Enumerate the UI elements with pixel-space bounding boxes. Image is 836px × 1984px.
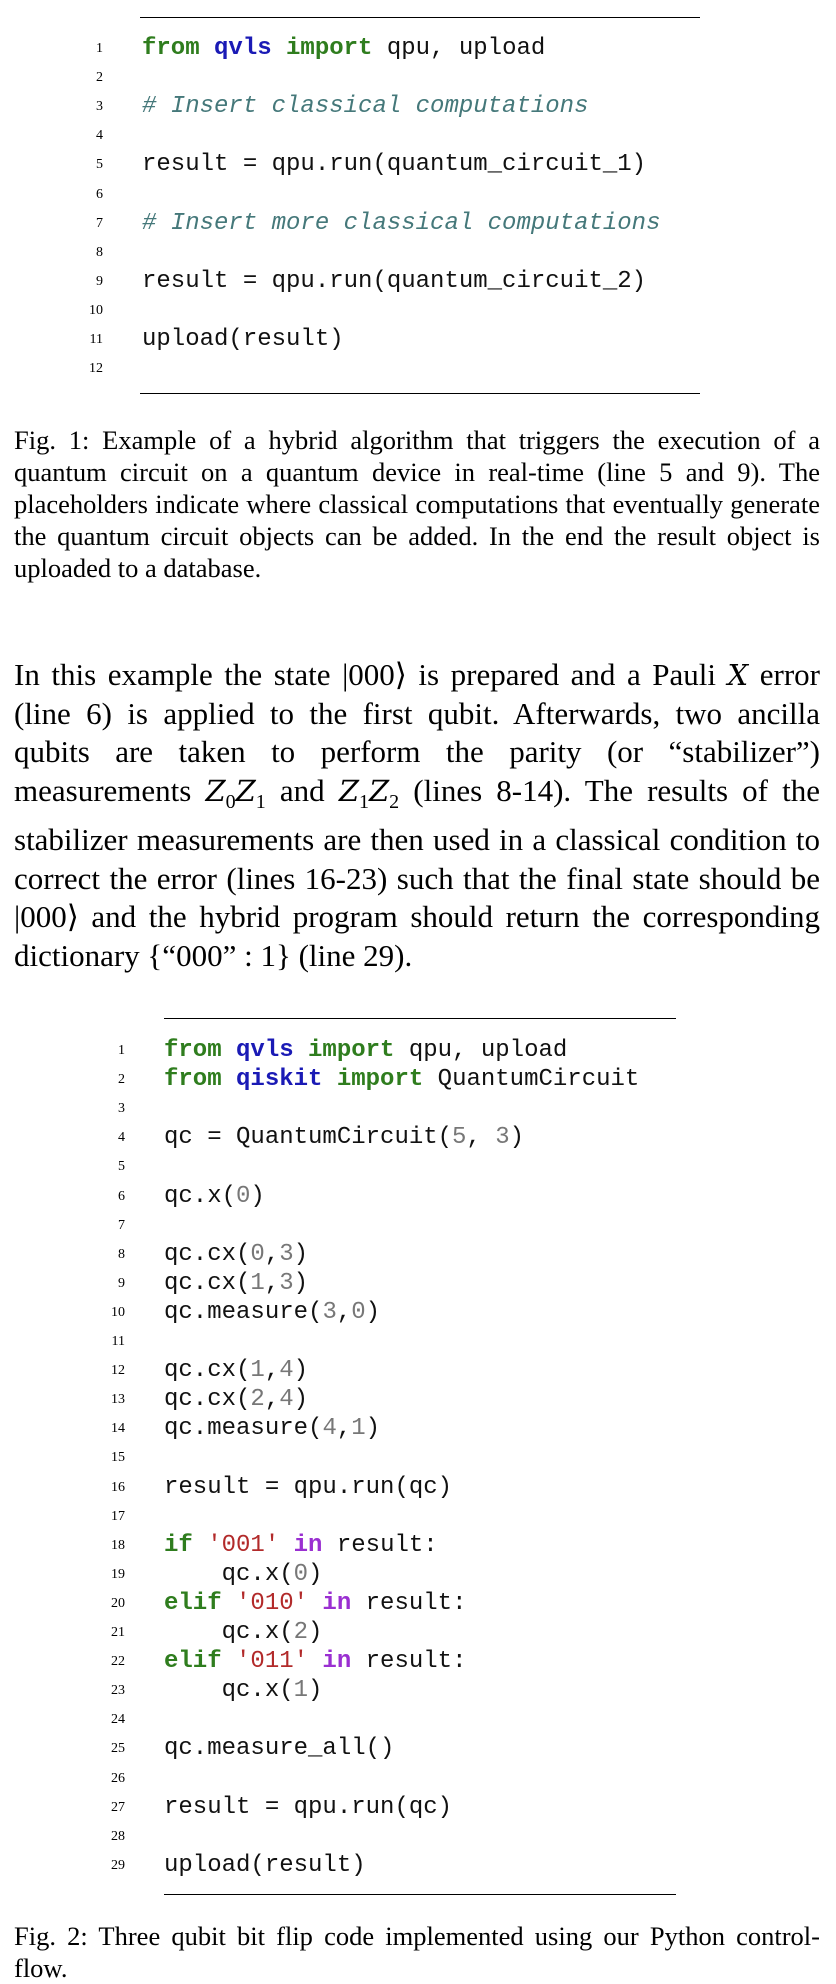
code-token: ) [293,1386,309,1414]
code-line [0,1531,836,1561]
line-number: 8 [118,1246,125,1262]
line-number: 18 [111,1537,125,1553]
code-text [164,1356,308,1386]
code-token: 4 [279,1357,294,1385]
code-token: # Insert classical computations [142,93,589,121]
line-number: 24 [111,1712,125,1728]
code-token: 2 [250,1386,265,1414]
line-number: 2 [96,70,103,86]
code-token: 3 [322,1298,337,1326]
code-token: qvls [236,1037,294,1064]
code-line [0,1414,836,1444]
code-line [0,1764,836,1794]
code-token: qc.x( [164,1560,294,1588]
code-text [164,1647,466,1677]
code-token: qc.x( [164,1619,294,1646]
line-number: 13 [111,1392,125,1408]
code-token: qc.cx( [164,1357,251,1385]
code-token: 4 [322,1415,337,1443]
code-token: in [308,1589,352,1617]
code-token: from [142,35,215,62]
line-number: 26 [111,1770,125,1786]
code-token: 1 [293,1677,309,1705]
code-token: result: [351,1648,467,1676]
code-token: result = qpu.run(quantum_circuit_1) [142,151,647,179]
code-text [164,1123,524,1153]
listing-bottom-rule [164,1894,676,1895]
code-token: qpu, upload [372,35,546,62]
code-token: 3 [495,1124,510,1152]
code-line [0,1793,836,1823]
code-token: import [322,1066,424,1094]
figure-2-caption: Fig. 2: Three qubit bit flip code implemented using our Python control-flow. [14,1921,820,1983]
code-token: 2 [293,1619,309,1646]
line-number: 9 [96,273,103,289]
code-token: ) [293,1357,309,1385]
line-number: 12 [89,361,103,377]
code-token: qc.cx( [164,1240,251,1268]
code-line [0,1298,836,1328]
line-number: 3 [118,1101,125,1117]
code-token: 4 [279,1386,294,1414]
code-text [164,1531,438,1561]
code-token: ) [308,1619,323,1646]
figure-1-caption: Fig. 1: Example of a hybrid algorithm that triggers the execution of a quantum circuit on a quantum device in real-time (line 5 and 9). The placeholders indicate where classical computations that eventually generate the quantum circuit objects can be added. In the end the result object is uploaded to a database. [14,425,820,583]
code-text [164,1473,452,1503]
code-token: 0 [293,1560,309,1588]
code-token: ) [250,1182,265,1210]
line-number: 9 [118,1275,125,1291]
code-token: 1 [250,1269,265,1297]
code-token: qc.measure( [164,1415,323,1443]
line-number: 5 [96,157,103,173]
code-line [0,1851,836,1881]
code-token: from [164,1037,237,1064]
code-token: 5 [452,1124,467,1152]
code-token: '001' [207,1531,280,1559]
code-token: in [308,1648,352,1676]
code-line [0,1647,836,1677]
code-text [164,1414,380,1444]
code-line [0,1705,836,1735]
code-token: ) [308,1560,323,1588]
code-token: qiskit [236,1066,323,1094]
code-line [0,1618,836,1648]
code-text [164,1676,322,1706]
line-number: 21 [111,1625,125,1640]
line-number: 4 [96,128,103,144]
code-token: '011' [236,1648,309,1676]
code-token: , [264,1240,280,1268]
code-token: # Insert more classical computations [142,209,661,237]
code-line [0,1473,836,1503]
code-token: qpu, upload [394,1037,568,1064]
code-token: qvls [214,35,272,62]
code-token: qc.measure( [164,1298,323,1326]
line-number: 23 [111,1683,125,1699]
code-token: qc.x( [164,1182,237,1210]
line-number: 7 [118,1217,125,1233]
code-text [164,1269,308,1299]
code-token: from [164,1066,237,1094]
code-token: qc = QuantumCircuit( [164,1124,453,1152]
code-token: elif [164,1648,237,1676]
code-token: , [264,1269,280,1297]
code-line [0,1443,836,1473]
code-token: elif [164,1589,237,1617]
code-text [164,1560,322,1590]
code-line [0,1182,836,1212]
line-number: 6 [96,186,103,202]
code-token: qc.x( [164,1677,294,1705]
code-token: , [264,1386,280,1414]
code-line [0,1822,836,1852]
code-token: 1 [351,1415,366,1443]
code-token: 3 [279,1269,294,1297]
code-token: ) [293,1240,309,1268]
code-text [164,1065,639,1095]
code-text [164,1298,380,1328]
code-token: QuantumCircuit [423,1066,640,1094]
code-token: , [336,1298,352,1326]
code-token: '010' [236,1589,309,1617]
listing-top-rule [164,1018,676,1019]
line-number: 4 [118,1130,125,1146]
code-token: result: [322,1531,438,1559]
code-line [0,1327,836,1357]
line-number: 27 [111,1799,125,1815]
code-line [0,1502,836,1532]
line-number: 20 [111,1595,125,1611]
code-line [0,1094,836,1124]
code-text [164,1182,265,1212]
line-number: 10 [89,302,103,318]
line-number: 19 [111,1566,125,1582]
line-number: 14 [111,1421,125,1437]
code-token: , [466,1124,496,1152]
code-text [164,1618,322,1648]
line-number: 16 [111,1479,125,1495]
code-text [164,1589,466,1619]
code-token: import [271,35,373,62]
line-number: 6 [118,1188,125,1204]
line-number: 7 [96,215,103,231]
code-token: ) [365,1415,381,1443]
code-text [164,1240,308,1270]
line-number: 25 [111,1741,125,1757]
code-token: 1 [250,1357,265,1385]
code-token: ) [308,1677,323,1705]
line-number: 3 [96,99,103,115]
code-token: result: [351,1589,467,1617]
line-number: 22 [111,1654,125,1670]
code-token: upload(result) [142,326,344,353]
code-line [0,1385,836,1415]
code-token: ) [293,1269,309,1297]
code-line [0,1560,836,1590]
line-number: 15 [111,1450,125,1466]
code-line [0,1589,836,1619]
code-token: result = qpu.run(qc) [164,1473,453,1501]
line-number: 11 [89,332,103,347]
code-token: import [293,1037,395,1064]
code-token: upload(result) [164,1851,366,1879]
line-number: 12 [111,1363,125,1379]
code-text [164,1036,567,1066]
line-number: 5 [118,1159,125,1175]
line-number: 29 [111,1857,125,1873]
line-number: 11 [111,1334,125,1349]
body-paragraph: In this example the state |000⟩ is prepared and a Pauli X error (line 6) is applied to the first qubit. Afterwards, two ancilla qubits are taken to perform the parity (or “stabilizer”) measurements $Z_0Z_1$ and $Z_1Z_2$ (lines 8-14). The results of the stabilizer measurements are then used in a classical condition to correct the error (lines 16-23) such that the final state should be |000⟩ and the hybrid program should return the corresponding dictionary {“000” : 1} (line 29). [14,657,820,973]
code-text [164,1385,308,1415]
code-line [0,1734,836,1764]
code-line [0,1065,836,1095]
line-number: 10 [111,1304,125,1320]
line-number: 17 [111,1508,125,1524]
code-token: , [336,1415,352,1443]
code-line [0,1269,836,1299]
code-line [0,1240,836,1270]
line-number: 2 [118,1072,125,1088]
code-token: ) [509,1124,525,1152]
line-number: 8 [96,244,103,260]
code-token: result = qpu.run(qc) [164,1793,453,1821]
code-token: ) [365,1298,381,1326]
code-token: if [164,1531,208,1559]
code-line [0,1123,836,1153]
code-token: qc.measure_all() [164,1735,395,1763]
code-line [0,1356,836,1386]
code-text [164,1851,366,1881]
code-token: qc.cx( [164,1386,251,1414]
code-text [164,1793,452,1823]
code-token: result = qpu.run(quantum_circuit_2) [142,267,647,295]
line-number: 1 [118,1043,125,1058]
code-line [0,1211,836,1241]
code-line [0,1152,836,1182]
code-text [164,1734,394,1764]
code-token: qc.cx( [164,1269,251,1297]
code-token: 0 [351,1298,366,1326]
line-number: 1 [96,41,103,56]
code-token: in [279,1531,323,1559]
code-token: 0 [250,1240,265,1268]
code-line [0,1676,836,1706]
line-number: 28 [111,1828,125,1844]
code-token: 0 [236,1182,251,1210]
code-line [0,1036,836,1066]
code-token: 3 [279,1240,294,1268]
code-token: , [264,1357,280,1385]
